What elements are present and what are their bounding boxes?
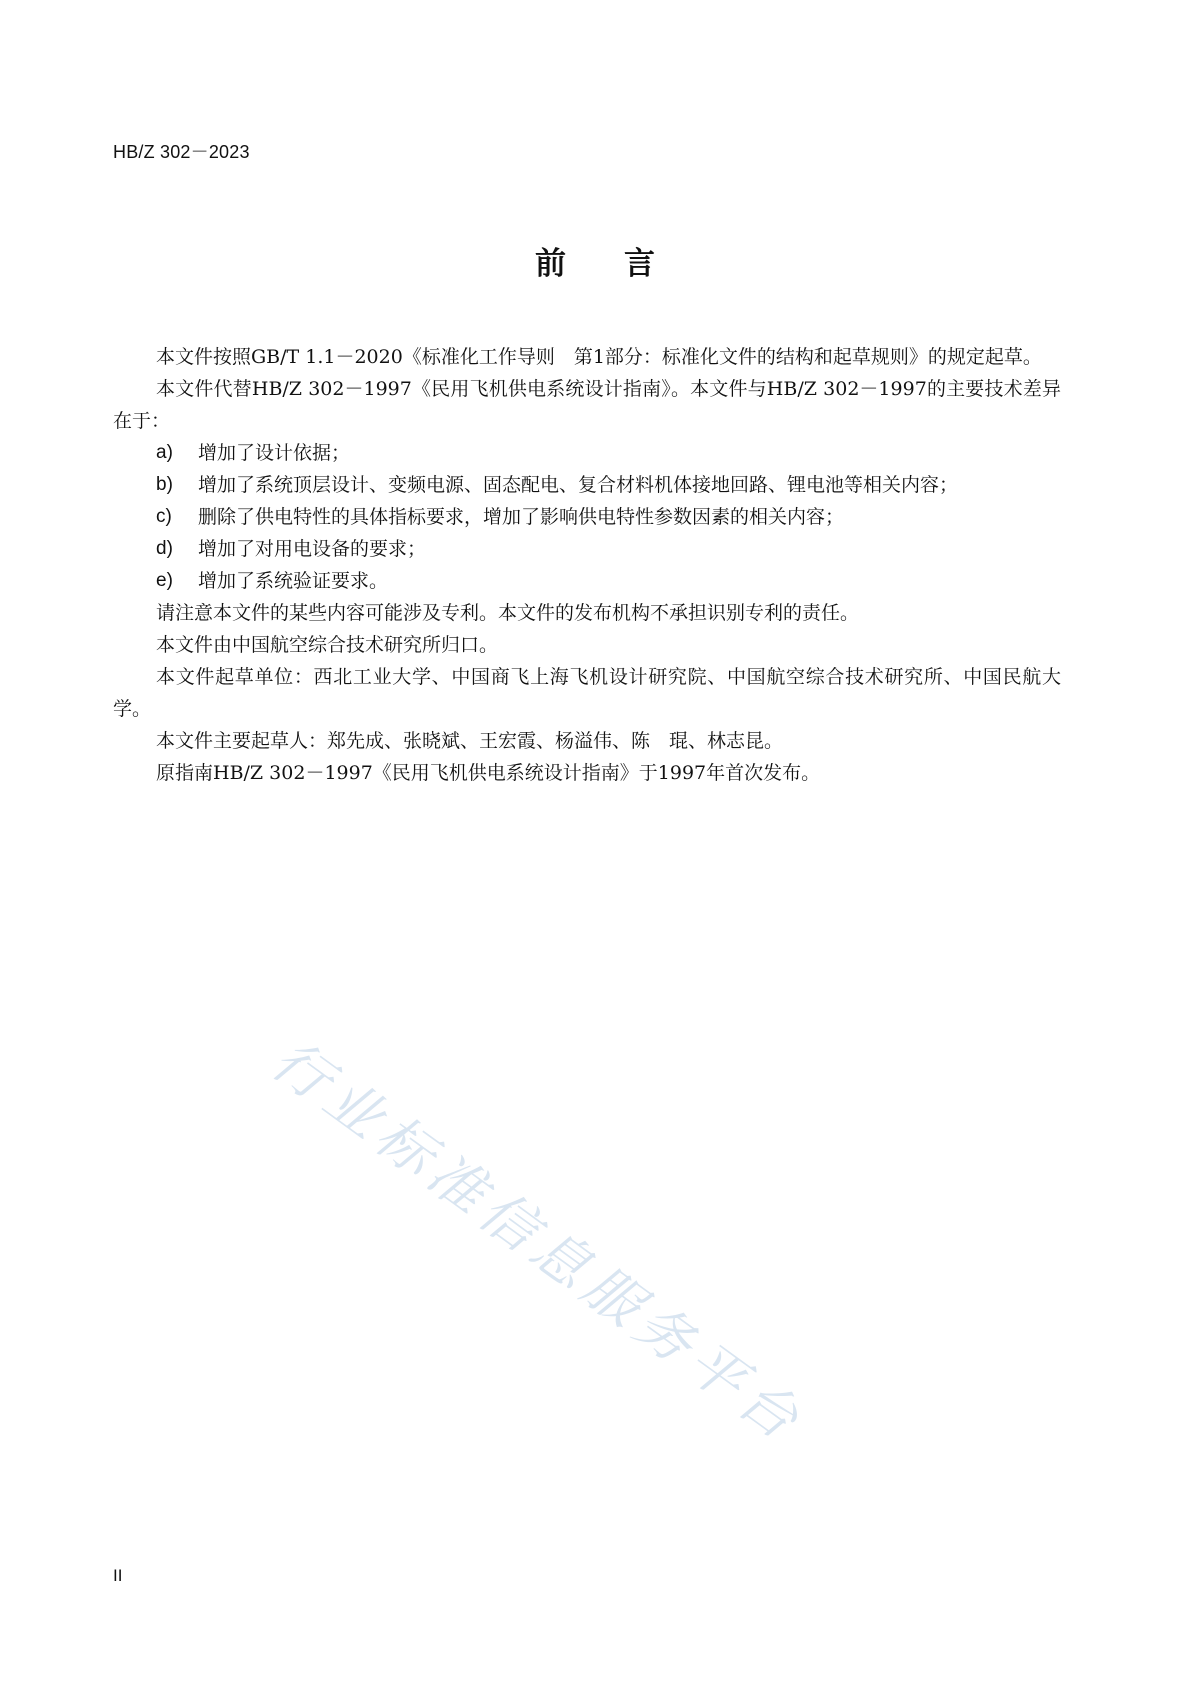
list-item-text: 增加了对用电设备的要求； xyxy=(198,538,427,560)
list-item-text: 增加了系统验证要求。 xyxy=(198,570,389,592)
list-marker: e) xyxy=(156,570,173,591)
list-marker: a) xyxy=(156,442,173,463)
change-item-d xyxy=(113,533,1061,565)
list-item-text: 删除了供电特性的具体指标要求，增加了影响供电特性参数因素的相关内容； xyxy=(198,506,845,528)
paragraph-drafters: 本文件主要起草人：郑先成、张晓斌、王宏霞、杨溢伟、陈 琨、林志昆。 xyxy=(156,730,784,752)
list-item-text: 增加了系统顶层设计、变频电源、固态配电、复合材料机体接地回路、锂电池等相关内容； xyxy=(198,474,959,496)
page-number: II xyxy=(113,1566,123,1585)
paragraph-drafting-units: 本文件起草单位：西北工业大学、中国商飞上海飞机设计研究院、中国航空综合技术研究所、中国民航大学。 xyxy=(113,666,1061,720)
page-title: 前言 xyxy=(535,246,713,282)
change-item-e xyxy=(113,565,1061,597)
list-marker: c) xyxy=(156,506,172,527)
list-item-text: 增加了设计依据； xyxy=(198,442,351,464)
document-code: HB/Z 302－2023 xyxy=(113,142,250,162)
list-marker: b) xyxy=(156,474,173,495)
list-marker: d) xyxy=(156,538,173,559)
paragraph-original-release: 原指南HB/Z 302－1997《民用飞机供电系统设计指南》于1997年首次发布。 xyxy=(156,762,821,784)
paragraph-drafting-rules: 本文件按照GB/T 1.1－2020《标准化工作导则 第1部分：标准化文件的结构和起草规则》的规定起草。 xyxy=(156,346,1042,368)
paragraph-responsible-org: 本文件由中国航空综合技术研究所归口。 xyxy=(156,634,499,656)
foreword-body xyxy=(113,341,1061,789)
watermark-text: 行业标准信息服务平台 xyxy=(259,1027,816,1457)
change-item-b xyxy=(113,469,1061,501)
paragraph-patent-notice: 请注意本文件的某些内容可能涉及专利。本文件的发布机构不承担识别专利的责任。 xyxy=(156,602,860,624)
change-item-c xyxy=(113,501,1061,533)
change-item-a xyxy=(113,437,1061,469)
paragraph-replacement: 本文件代替HB/Z 302－1997《民用飞机供电系统设计指南》。本文件与HB/Z 302－1997的主要技术差异在于： xyxy=(113,378,1061,432)
